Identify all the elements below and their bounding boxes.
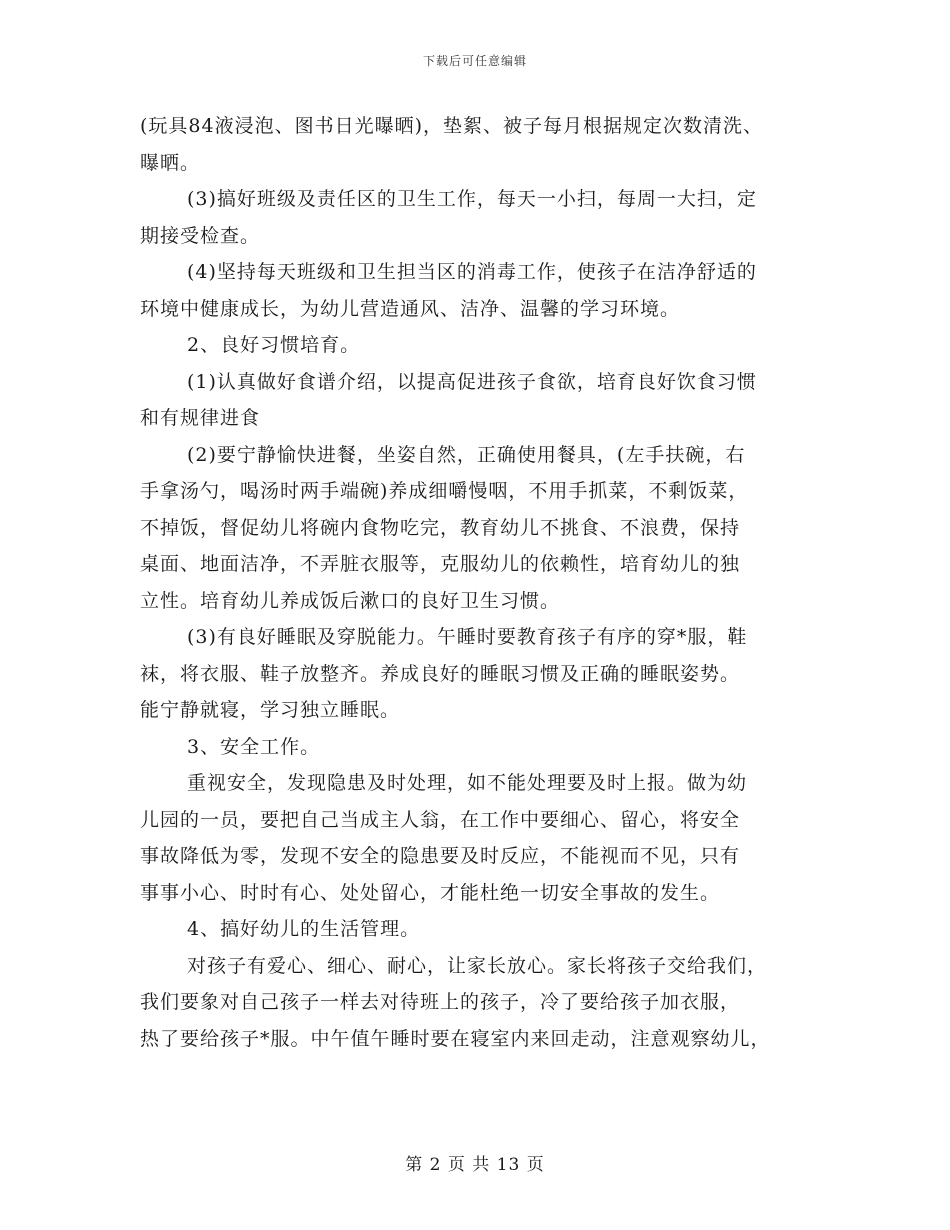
section-heading: 2、良好习惯培育。 [187, 334, 361, 356]
document-body [140, 108, 820, 1057]
text-line: 儿园的一员，要把自己当成主人翁，在工作中要细心、留心，将安全 [140, 808, 741, 831]
text-line: 热了要给孩子*服。中午值午睡时要在寝室内来回走动，注意观察幼儿， [140, 1027, 771, 1050]
text-line: 事故降低为零，发现不安全的隐患要及时反应，不能视而不见，只有 [140, 845, 741, 867]
text-line: 和有规律进食 [140, 407, 261, 429]
text-line: 我们要象对自己孩子一样去对待班上的孩子，冷了要给孩子加衣服， [140, 991, 741, 1013]
header-note: 下载后可任意编辑 [422, 54, 527, 68]
text-line: 事事小心、时时有心、处处留心，才能杜绝一切安全事故的发生。 [140, 881, 721, 904]
text-line: (1)认真做好食谱介绍，以提高促进孩子食欲，培育良好饮食习惯 [187, 370, 757, 393]
text-line: 手拿汤勺，喝汤时两手端碗)养成细嚼慢咽，不用手抓菜，不剩饭菜， [140, 480, 749, 502]
page-number: 第 2 页 共 13 页 [405, 1155, 545, 1175]
text-line: (玩具84液浸泡、图书日光曝晒)，垫絮、被子每月根据规定次数清洗、 [140, 115, 764, 137]
text-line: 袜，将衣服、鞋子放整齐。养成良好的睡眠习惯及正确的睡眠姿势。 [140, 662, 741, 685]
text-line: 重视安全，发现隐患及时处理，如不能处理要及时上报。做为幼 [187, 772, 748, 794]
text-line: 能宁静就寝，学习独立睡眠。 [140, 699, 401, 721]
text-line: 立性。培育幼儿养成饭后漱口的良好卫生习惯。 [140, 589, 561, 612]
text-line: (3)搞好班级及责任区的卫生工作，每天一小扫，每周一大扫，定 [187, 188, 757, 210]
text-line: 期接受检查。 [140, 224, 261, 247]
text-line: (4)坚持每天班级和卫生担当区的消毒工作，使孩子在洁净舒适的 [187, 261, 757, 283]
text-line: (3)有良好睡眠及穿脱能力。午睡时要教育孩子有序的穿*服，鞋 [187, 626, 748, 648]
text-line: 曝晒。 [140, 151, 201, 174]
text-line: (2)要宁静愉快进餐，坐姿自然，正确使用餐具，(左手扶碗，右 [187, 443, 746, 466]
section-heading: 4、搞好幼儿的生活管理。 [187, 918, 421, 940]
text-line: 对孩子有爱心、细心、耐心，让家长放心。家长将孩子交给我们， [187, 954, 768, 977]
text-line: 环境中健康成长，为幼儿营造通风、洁净、温馨的学习环境。 [140, 297, 681, 320]
text-line: 不掉饭，督促幼儿将碗内食物吃完，教育幼儿不挑食、不浪费，保持 [140, 516, 741, 539]
section-heading: 3、安全工作。 [187, 735, 321, 758]
text-line: 桌面、地面洁净，不弄脏衣服等，克服幼儿的依赖性，培育幼儿的独 [140, 553, 741, 575]
